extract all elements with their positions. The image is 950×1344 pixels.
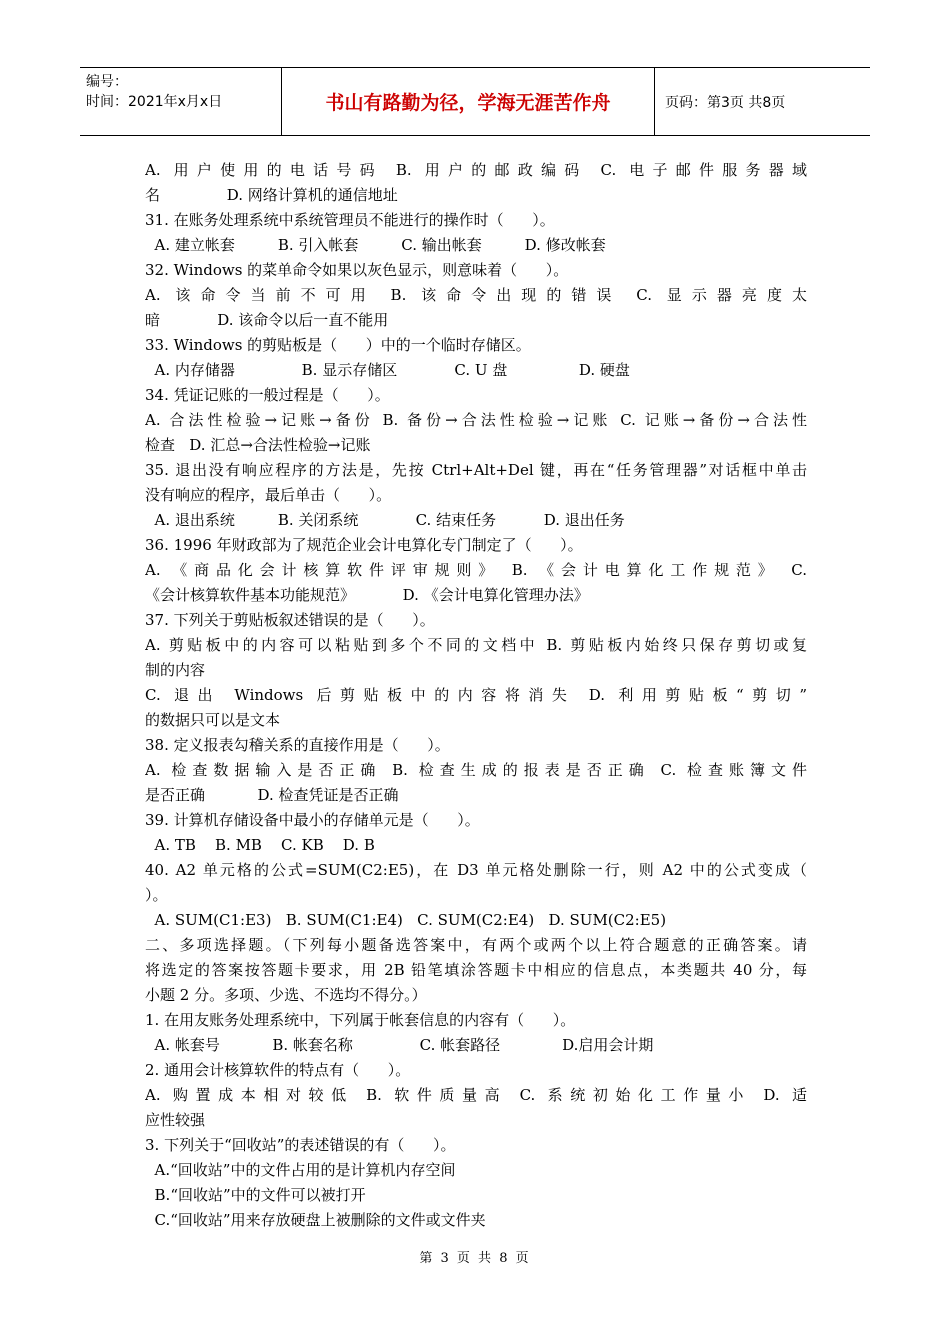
text-line: 制的内容	[145, 661, 206, 679]
text-line: 二、多项选择题。（下列每小题备选答案中，有两个或两个以上符合题意的正确答案。请	[145, 936, 807, 954]
text-line: 检查 D. 汇总→合法性检验→记账	[145, 436, 371, 454]
text-line: A. 建立帐套 B. 引入帐套 C. 输出帐套 D. 修改帐套	[145, 236, 606, 254]
text-line: A. 剪贴板中的内容可以粘贴到多个不同的文档中 B. 剪贴板内始终只保存剪切或复	[145, 636, 807, 654]
text-line: 37. 下列关于剪贴板叙述错误的是（ ）。	[145, 611, 435, 629]
text-line: 暗 D. 该命令以后一直不能用	[145, 311, 389, 329]
text-line: 36. 1996 年财政部为了规范企业会计电算化专门制定了（ ）。	[145, 536, 583, 554]
header-page-info: 页码：第3页 共8页	[665, 94, 786, 111]
page-footer: 第 3 页 共 8 页	[419, 1251, 531, 1266]
text-line: A. 检查数据输入是否正确 B. 检查生成的报表是否正确 C. 检查账簿文件	[145, 761, 807, 779]
text-line: A. SUM(C1:E3) B. SUM(C1:E4) C. SUM(C2:E4) D. SUM(C2:E5)	[145, 911, 667, 929]
text-line: 40. A2 单元格的公式=SUM(C2:E5)，在 D3 单元格处删除一行，则 A2 中的公式变成（	[145, 861, 807, 879]
text-line: C.“回收站”用来存放硬盘上被删除的文件或文件夹	[145, 1211, 486, 1229]
text-line: 小题 2 分。多项、少选、不选均不得分。）	[145, 986, 427, 1004]
header-info	[80, 68, 282, 135]
text-line: 39. 计算机存储设备中最小的存储单元是（ ）。	[145, 811, 480, 829]
text-line: A.“回收站”中的文件占用的是计算机内存空间	[145, 1161, 456, 1179]
text-line: 1. 在用友账务处理系统中，下列属于帐套信息的内容有（ ）。	[145, 1011, 576, 1029]
text-line: A. 帐套号 B. 帐套名称 C. 帐套路径 D.启用会计期	[145, 1036, 654, 1054]
text-line: 3. 下列关于“回收站”的表述错误的有（ ）。	[145, 1136, 456, 1154]
text-line: ）。	[145, 886, 168, 904]
document-body	[145, 158, 807, 1233]
text-line: A. TB B. MB C. KB D. B	[145, 836, 375, 854]
text-line: A. 用户使用的电话号码 B. 用户的邮政编码 C. 电子邮件服务器域	[145, 161, 807, 179]
text-line: A. 购置成本相对较低 B. 软件质量高 C. 系统初始化工作量小 D. 适	[145, 1086, 807, 1104]
text-line: A. 内存储器 B. 显示存储区 C. U 盘 D. 硬盘	[145, 361, 630, 379]
text-line: A. 《商品化会计核算软件评审规则》 B. 《会计电算化工作规范》 C.	[145, 561, 807, 579]
text-line: 32. Windows 的菜单命令如果以灰色显示，则意味着（ ）。	[145, 261, 569, 279]
text-line: 应性较强	[145, 1111, 206, 1129]
text-line: 名 D. 网络计算机的通信地址	[145, 186, 398, 204]
text-line: B.“回收站”中的文件可以被打开	[145, 1186, 366, 1204]
text-line: A. 该命令当前不可用 B. 该命令出现的错误 C. 显示器亮度太	[145, 286, 807, 304]
text-line: 38. 定义报表勾稽关系的直接作用是（ ）。	[145, 736, 450, 754]
document-date: 时间：2021年x月x日	[86, 94, 223, 110]
text-line: 是否正确 D. 检查凭证是否正确	[145, 786, 399, 804]
text-line: 没有响应的程序，最后单击（ ）。	[145, 486, 392, 504]
text-line: 将选定的答案按答题卡要求，用 2B 铅笔填涂答题卡中相应的信息点，本类题共 40 分，每	[145, 961, 807, 979]
text-line: A. 合法性检验→记账→备份 B. 备份→合法性检验→记账 C. 记账→备份→合法性	[145, 411, 807, 429]
text-line: 33. Windows 的剪贴板是（ ）中的一个临时存储区。	[145, 336, 531, 354]
header-motto: 书山有路勤为径，学海无涯苦作舟	[282, 68, 655, 135]
text-line: C. 退出 Windows 后剪贴板中的内容将消失 D. 利用剪贴板“剪切”	[145, 686, 807, 704]
page-header	[80, 67, 870, 136]
text-line: 2. 通用会计核算软件的特点有（ ）。	[145, 1061, 411, 1079]
text-line: 31. 在账务处理系统中系统管理员不能进行的操作时（ ）。	[145, 211, 555, 229]
text-line: 35. 退出没有响应程序的方法是，先按 Ctrl+Alt+Del 键，再在“任务管理器”对话框中单击	[145, 461, 807, 479]
text-line: A. 退出系统 B. 关闭系统 C. 结束任务 D. 退出任务	[145, 511, 625, 529]
document-number-label: 编号：	[86, 74, 128, 90]
text-line: 的数据只可以是文本	[145, 711, 281, 729]
text-line: 34. 凭证记账的一般过程是（ ）。	[145, 386, 390, 404]
text-line: 《会计核算软件基本功能规范》 D. 《会计电算化管理办法》	[145, 586, 589, 604]
